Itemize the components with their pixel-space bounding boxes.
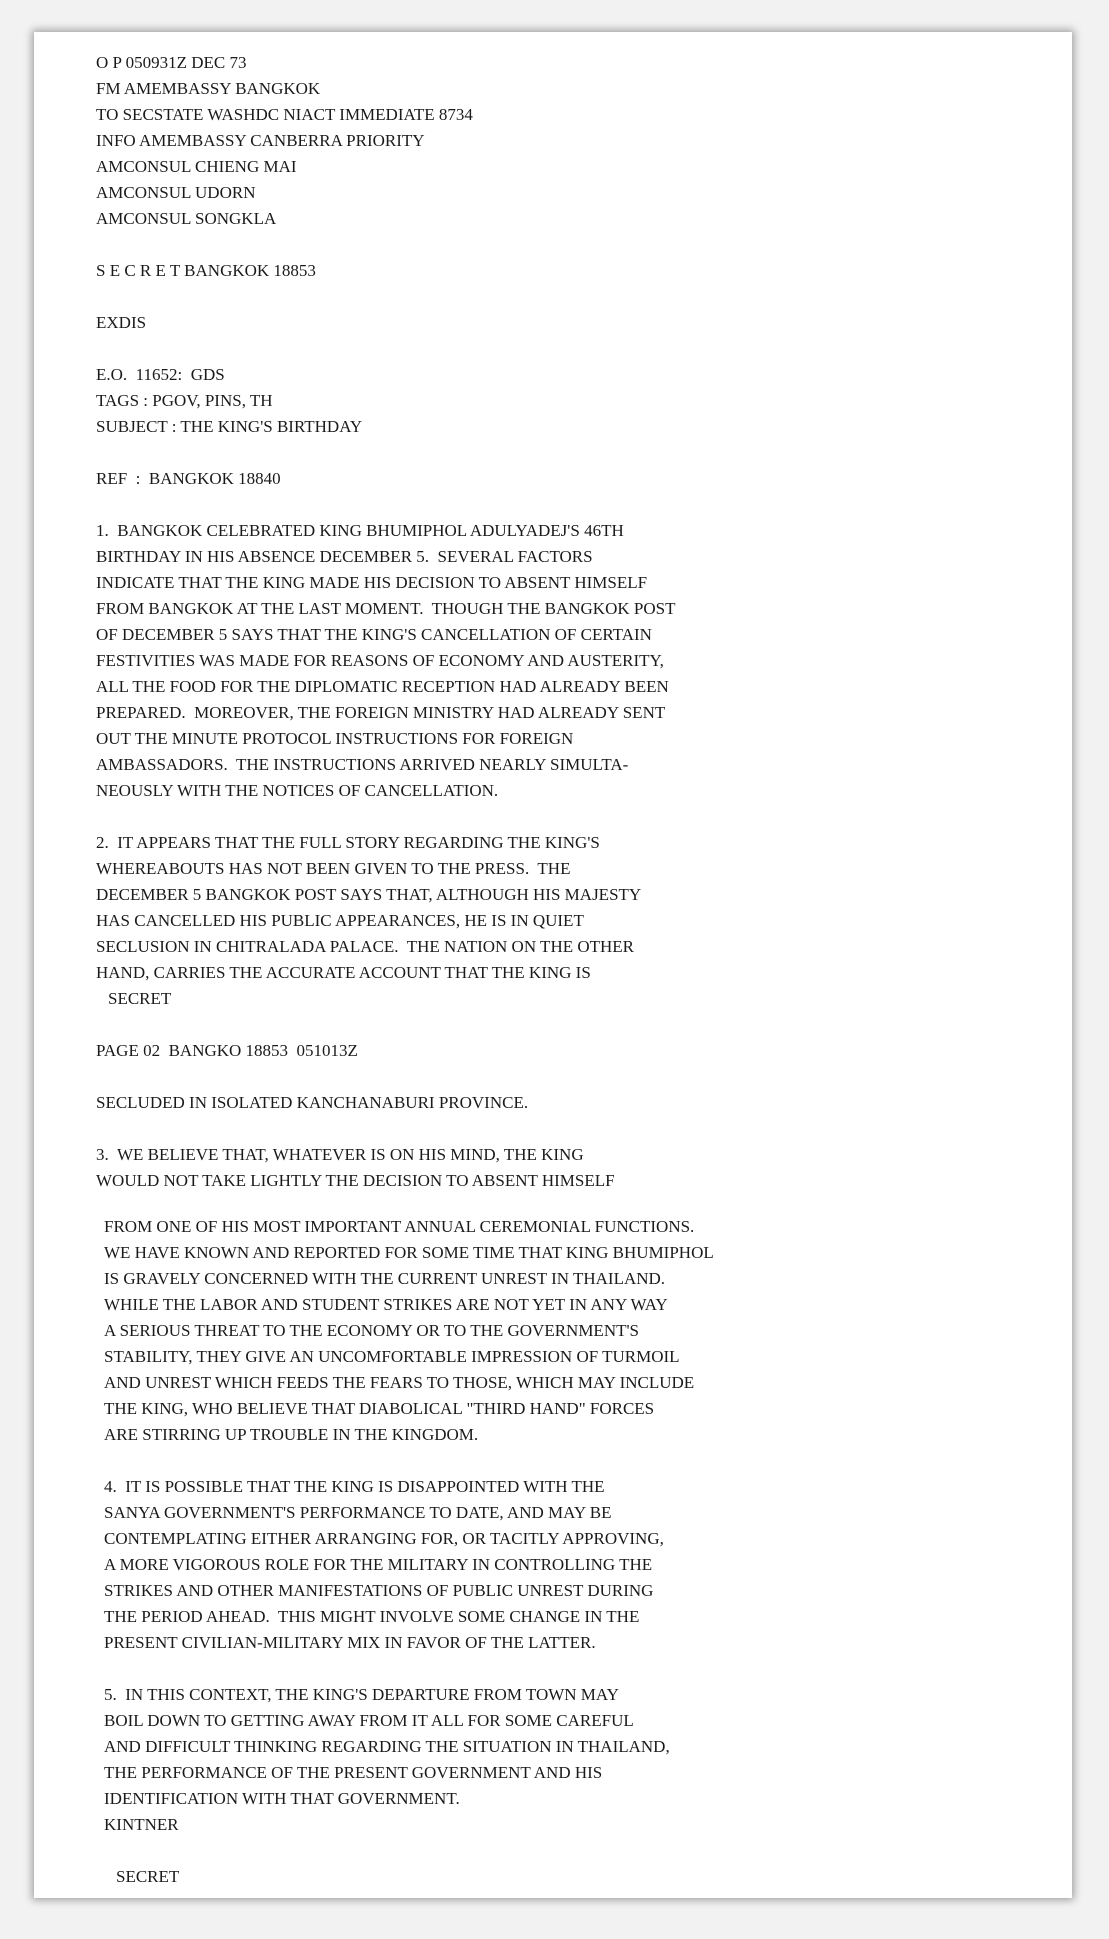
paragraph-line: 5. IN THIS CONTEXT, THE KING'S DEPARTURE FROM TOWN MAY [104,1685,619,1704]
paragraph-line: ALL THE FOOD FOR THE DIPLOMATIC RECEPTION HAD ALREADY BEEN [96,677,669,696]
paragraph-line: BOIL DOWN TO GETTING AWAY FROM IT ALL FOR SOME CAREFUL [104,1711,634,1730]
date-time-group: O P 050931Z DEC 73 [96,53,247,72]
paragraph-line: WE HAVE KNOWN AND REPORTED FOR SOME TIME THAT KING BHUMIPHOL [104,1243,714,1262]
paragraph-line: DECEMBER 5 BANGKOK POST SAYS THAT, ALTHOUGH HIS MAJESTY [96,885,642,904]
paragraph-line: STRIKES AND OTHER MANIFESTATIONS OF PUBLIC UNREST DURING [104,1581,654,1600]
signature: KINTNER [104,1815,179,1834]
paragraph-line: A SERIOUS THREAT TO THE ECONOMY OR TO THE GOVERNMENT'S [104,1321,639,1340]
paragraph-line: IS GRAVELY CONCERNED WITH THE CURRENT UNREST IN THAILAND. [104,1269,666,1288]
cable-document [34,32,1072,1898]
info-addressee-songkla: AMCONSUL SONGKLA [96,209,277,228]
paragraph-line: A MORE VIGOROUS ROLE FOR THE MILITARY IN CONTROLLING THE [104,1555,653,1574]
from-line: FM AMEMBASSY BANGKOK [96,79,321,98]
paragraph-line: ARE STIRRING UP TROUBLE IN THE KINGDOM. [104,1425,479,1444]
info-addressee-udorn: AMCONSUL UDORN [96,183,256,202]
to-line: TO SECSTATE WASHDC NIACT IMMEDIATE 8734 [96,105,473,124]
paragraph-line: OF DECEMBER 5 SAYS THAT THE KING'S CANCELLATION OF CERTAIN [96,625,652,644]
paragraph-line: THE KING, WHO BELIEVE THAT DIABOLICAL "THIRD HAND" FORCES [104,1399,655,1418]
paragraph-line: THE PERIOD AHEAD. THIS MIGHT INVOLVE SOME CHANGE IN THE [104,1607,640,1626]
paragraph-line: 3. WE BELIEVE THAT, WHATEVER IS ON HIS MIND, THE KING [96,1145,584,1164]
paragraph-line: HAS CANCELLED HIS PUBLIC APPEARANCES, HE IS IN QUIET [96,911,584,930]
paragraph-line: INDICATE THAT THE KING MADE HIS DECISION TO ABSENT HIMSELF [96,573,648,592]
paragraph-line: BIRTHDAY IN HIS ABSENCE DECEMBER 5. SEVERAL FACTORS [96,547,593,566]
paragraph-line: FESTIVITIES WAS MADE FOR REASONS OF ECONOMY AND AUSTERITY, [96,651,664,670]
paragraph-line: HAND, CARRIES THE ACCURATE ACCOUNT THAT THE KING IS [96,963,591,982]
paragraph-line: WOULD NOT TAKE LIGHTLY THE DECISION TO ABSENT HIMSELF [96,1171,615,1190]
classification-line: S E C R E T BANGKOK 18853 [96,261,316,280]
page-2-header: PAGE 02 BANGKO 18853 051013Z [96,1041,358,1060]
paragraph-line: FROM ONE OF HIS MOST IMPORTANT ANNUAL CEREMONIAL FUNCTIONS. [104,1217,695,1236]
paragraph-line: SECLUSION IN CHITRALADA PALACE. THE NATION ON THE OTHER [96,937,635,956]
page-1-classification-footer: SECRET [108,989,172,1008]
subject-line: SUBJECT : THE KING'S BIRTHDAY [96,417,363,436]
info-addressee-chiengmai: AMCONSUL CHIENG MAI [96,157,297,176]
paragraph-line: AND UNREST WHICH FEEDS THE FEARS TO THOSE, WHICH MAY INCLUDE [104,1373,695,1392]
paragraph-line: THE PERFORMANCE OF THE PRESENT GOVERNMENT AND HIS [104,1763,603,1782]
paragraph-line: AMBASSADORS. THE INSTRUCTIONS ARRIVED NEARLY SIMULTA- [96,755,629,774]
paragraph-line: IDENTIFICATION WITH THAT GOVERNMENT. [104,1789,460,1808]
reference-line: REF : BANGKOK 18840 [96,469,281,488]
paragraph-line: CONTEMPLATING EITHER ARRANGING FOR, OR TACITLY APPROVING, [104,1529,664,1548]
paragraph-2-continuation: SECLUDED IN ISOLATED KANCHANABURI PROVINCE. [96,1093,529,1112]
tags-line: TAGS : PGOV, PINS, TH [96,391,273,410]
paragraph-line: WHILE THE LABOR AND STUDENT STRIKES ARE NOT YET IN ANY WAY [104,1295,668,1314]
paragraph-line: 2. IT APPEARS THAT THE FULL STORY REGARDING THE KING'S [96,833,600,852]
paragraph-line: AND DIFFICULT THINKING REGARDING THE SITUATION IN THAILAND, [104,1737,670,1756]
paragraph-line: WHEREABOUTS HAS NOT BEEN GIVEN TO THE PRESS. THE [96,859,571,878]
paragraph-line: STABILITY, THEY GIVE AN UNCOMFORTABLE IMPRESSION OF TURMOIL [104,1347,680,1366]
eo-line: E.O. 11652: GDS [96,365,225,384]
paragraph-line: PREPARED. MOREOVER, THE FOREIGN MINISTRY HAD ALREADY SENT [96,703,666,722]
paragraph-line: FROM BANGKOK AT THE LAST MOMENT. THOUGH THE BANGKOK POST [96,599,676,618]
paragraph-line: 1. BANGKOK CELEBRATED KING BHUMIPHOL ADULYADEJ'S 46TH [96,521,624,540]
paragraph-line: NEOUSLY WITH THE NOTICES OF CANCELLATION. [96,781,499,800]
info-line: INFO AMEMBASSY CANBERRA PRIORITY [96,131,425,150]
paragraph-line: OUT THE MINUTE PROTOCOL INSTRUCTIONS FOR FOREIGN [96,729,574,748]
paragraph-line: SANYA GOVERNMENT'S PERFORMANCE TO DATE, AND MAY BE [104,1503,612,1522]
paragraph-line: 4. IT IS POSSIBLE THAT THE KING IS DISAPPOINTED WITH THE [104,1477,605,1496]
distribution-caption: EXDIS [96,313,147,332]
paragraph-line: PRESENT CIVILIAN-MILITARY MIX IN FAVOR OF THE LATTER. [104,1633,596,1652]
page-2-classification-footer: SECRET [116,1867,180,1886]
